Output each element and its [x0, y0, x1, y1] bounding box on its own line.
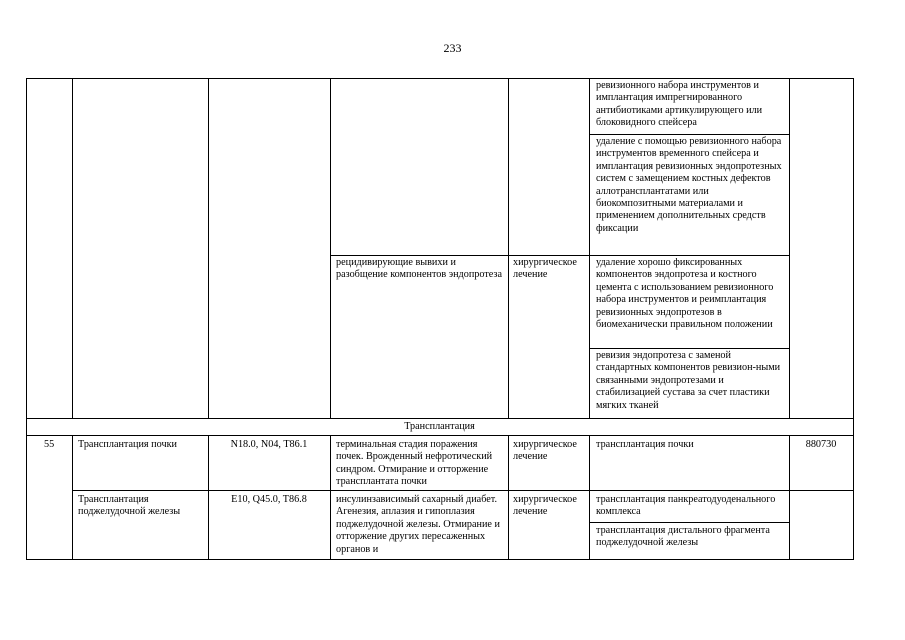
row-divider [589, 134, 789, 135]
col-divider [72, 435, 73, 560]
table-cell-treatment: хирургическое лечение [513, 257, 577, 281]
row-divider [26, 435, 853, 436]
table-cell-condition: рецидивирующие вывихи и разобщение компонентов эндопротеза [336, 257, 502, 281]
table-cell-method: трансплантация дистального фрагмента поджелудочной железы [596, 525, 770, 549]
row-divider [589, 522, 789, 523]
col-divider [330, 78, 331, 419]
col-divider [508, 78, 509, 419]
table-cell-name: Трансплантация поджелудочной железы [78, 494, 181, 518]
table-cell-method: трансплантация панкреатодуоденального комплекса [596, 494, 776, 518]
col-divider [789, 78, 790, 419]
table-cell-method: ревизия эндопротеза с заменой стандартных компонентов ревизион-ными связанными эндопротезами и стабилизацией сустава за счет пластики мягких тканей [596, 350, 781, 411]
table-cell-codes: N18.0, N04, T86.1 [230, 439, 308, 450]
section-header: Трансплантация [404, 421, 475, 432]
col-divider [330, 435, 331, 560]
row-divider [72, 490, 853, 491]
table-cell-method: удаление с помощью ревизионного набора инструментов временного спейсера и имплантация ревизионных эндопротезных систем с замещением костных дефектов аллотрансплантатами или биокомпозитными материалами и применением дополнительных средств фиксации [596, 136, 782, 234]
table-cell-condition: терминальная стадия поражения почек. Врожденный нефротический синдром. Отмирание и отторжение трансплантата почки [336, 439, 493, 488]
table-bottom-border [26, 559, 853, 560]
table-cell-number: 55 [44, 439, 55, 450]
row-divider [589, 348, 789, 349]
table-cell-treatment: хирургическое лечение [513, 439, 577, 463]
col-divider [208, 78, 209, 419]
col-divider [789, 435, 790, 560]
col-divider [853, 78, 854, 560]
col-divider [508, 435, 509, 560]
table-cell-condition: инсулинзависимый сахарный диабет. Агенезия, аплазия и гипоплазия поджелудочной железы. Отмирание и отторжение других пересаженных органов и [336, 494, 500, 555]
table-top-border [26, 78, 853, 79]
row-divider [26, 418, 853, 419]
col-divider [26, 78, 27, 560]
table-cell-codes: E10, Q45.0, T86.8 [231, 494, 307, 505]
table-cell-method: трансплантация почки [596, 439, 694, 450]
col-divider [589, 78, 590, 419]
table-cell-method: ревизионного набора инструментов и имплантация импрегнированного антибиотиками артикулирующего или блоковидного спейсера [596, 80, 763, 129]
table-cell-name: Трансплантация почки [78, 439, 177, 450]
col-divider [589, 435, 590, 560]
row-divider [330, 255, 789, 256]
table-cell-cost: 880730 [805, 439, 837, 450]
page-number: 233 [443, 41, 462, 55]
col-divider [208, 435, 209, 560]
table-cell-method: удаление хорошо фиксированных компонентов эндопротеза и костного цемента с использованием ревизионного набора инструментов и реимплантация ревизионных эндопротезов в биомеханически правильном положении [596, 257, 774, 331]
col-divider [72, 78, 73, 419]
table-cell-treatment: хирургическое лечение [513, 494, 577, 518]
